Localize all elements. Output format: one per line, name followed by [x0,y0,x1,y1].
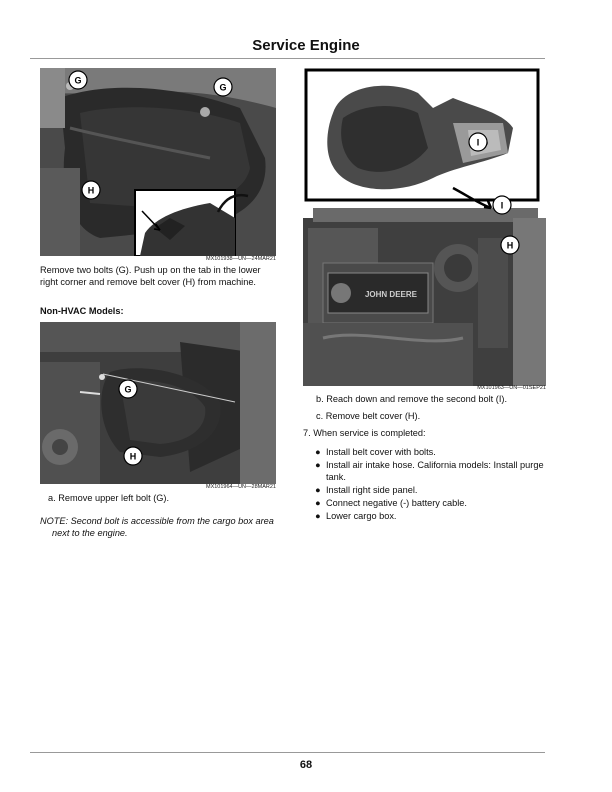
step-b: b. Reach down and remove the second bolt (I). [316,394,508,404]
list-item: ● Install belt cover with bolts. [315,447,436,457]
callout-g: G [124,384,132,395]
list-item: ● Install air intake hose. California models: Install purge tank. [315,460,544,482]
step-c: c. Remove belt cover (H). [316,411,421,421]
callout-h: H [506,240,514,251]
step-a: a. Remove upper left bolt (G). [48,493,170,503]
intro-paragraph: Remove two bolts (G). Push up on the tab in the lower right corner and remove belt cover (H) from machine. [40,265,261,287]
callout-g-1: G [74,75,82,86]
callout-h: H [129,451,137,462]
note: NOTE: Second bolt is accessible from the cargo box area next to the engine. [40,516,274,538]
header-rule [30,58,545,59]
footer-rule [30,752,545,753]
callout-h: H [87,185,95,196]
page-title: Service Engine [252,37,360,54]
figure-caption: MX101938—UN—24MAR21 [205,256,276,262]
callout-i-inset: I [476,137,480,148]
list-item: ● Install right side panel. [315,485,418,495]
list-item: ● Connect negative (-) battery cable. [315,498,467,508]
figure-caption: MX101964—UN—28MAR21 [205,484,276,490]
subheading-non-hvac: Non-HVAC Models: [40,306,124,316]
engine-logo-text: JOHN DEERE [364,290,418,299]
figure-caption: MX101963—UN—01SEP21 [477,385,546,391]
figure-second-bolt [303,68,546,386]
step-7: 7. When service is completed: [303,428,426,438]
callout-i: I [500,200,504,211]
callout-g-2: G [219,82,227,93]
page-number: 68 [299,759,313,771]
figure-upper-left-bolt [40,322,276,484]
list-item: ● Lower cargo box. [315,511,397,521]
figure-belt-cover-bolts [40,68,276,256]
